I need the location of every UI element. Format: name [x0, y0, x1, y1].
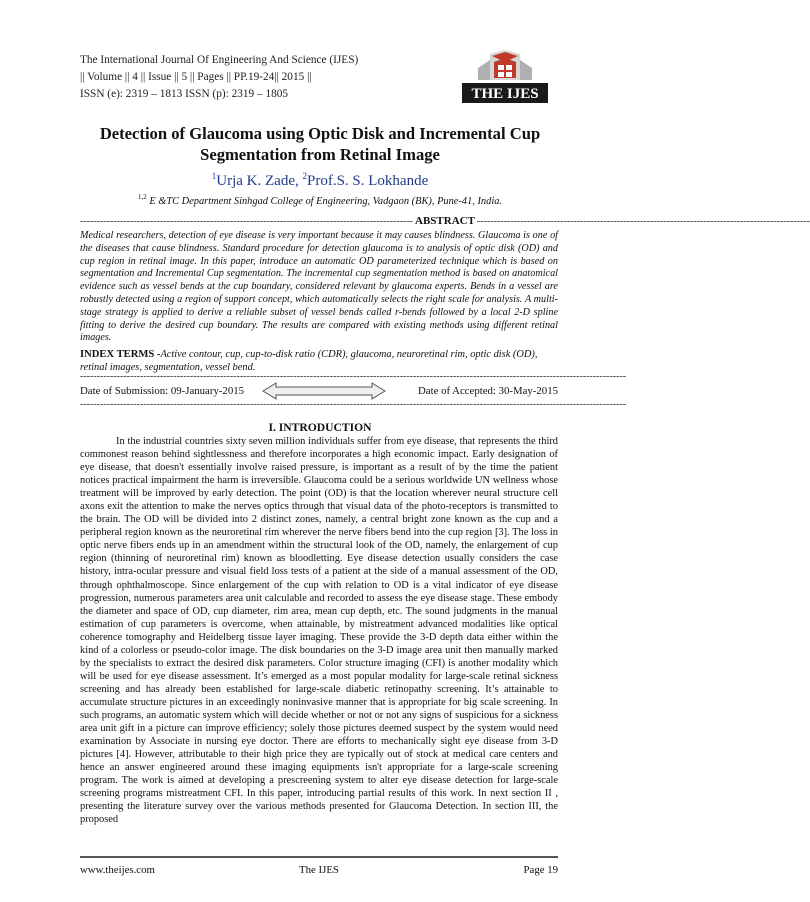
section-heading: I. INTRODUCTION: [268, 421, 372, 434]
double-arrow-icon: [262, 382, 386, 400]
abstract-divider: [80, 214, 810, 228]
logo-graphic: [460, 50, 550, 106]
affiliation-line: [60, 193, 580, 207]
author2-sup: 2: [302, 171, 307, 181]
dash-rule-right: ----------------------------------------------------------------------------------------------------: [476, 215, 810, 227]
dash-rule-bottom: --------------------------------------------------------------------------------------------------------------------------------------------------------------------: [80, 399, 627, 410]
author2-name: Prof.S. S. Lokhande: [306, 173, 429, 189]
page-footer: [80, 864, 558, 878]
footer-journal: The IJES: [299, 864, 339, 876]
submission-date: Date of Submission: 09-January-2015: [80, 385, 245, 397]
paper-title: [60, 123, 580, 165]
footer-page-number: Page 19: [523, 864, 558, 876]
title-line-2: Segmentation from Retinal Image: [200, 145, 440, 164]
abstract-text: Medical researchers, detection of eye disease is very important because it may causes blindness. Glaucoma is one of the diseases that cause blindness. Standard procedure for detection glaucoma is to analysis of optic disk (OD) and cup region in retinal image. In this paper, introduce an automatic OD parameterized technique which is based on segmentation and Incremental Cup segmentation. The incremental cup segmentation method is based on anatomical evidence such as vessel bends at the cup boundary, considered relevant by glaucoma experts. Bends in a vessel are robustly detected using a region of support concept, which automatically selects the right scale for analysis. A multi-stage strategy is applied to derive a reliable subset of vessel bends called r-bends followed by a local 2-D spline fitting to derive the desired cup boundary. The results are compared with existing methods using different retinal images.: [80, 230, 558, 344]
footer-website: www.theijes.com: [80, 864, 155, 876]
title-line-1: Detection of Glaucoma using Optic Disk and Incremental Cup: [99, 124, 541, 143]
affiliation-sup: 1,2: [137, 193, 147, 201]
affiliation-text: E &TC Department Sinhgad College of Engineering, Vadgaon (BK), Pune-41, India.: [146, 196, 502, 207]
dash-rule-top: --------------------------------------------------------------------------------------------------------------------------------------------------------------------: [80, 371, 627, 382]
index-terms-label: INDEX TERMS -: [80, 349, 161, 360]
author1-sup: 1: [211, 171, 217, 181]
footer-rule: [80, 856, 558, 858]
accepted-date: Date of Accepted: 30-May-2015: [417, 385, 558, 397]
dash-rule-left: ----------------------------------------------------------------------------------------------------: [80, 215, 414, 227]
logo-text: THE IJES: [471, 86, 539, 102]
dates-row: [80, 382, 558, 400]
index-terms-text: Active contour, cup, cup-to-disk ratio (CDR), glaucoma, neuroretinal rim, optic disk (OD), retinal images, segmentation, vessel bend.: [80, 349, 538, 373]
introduction-text: In the industrial countries sixty seven million individuals suffer from eye disease, that represents the third commonest reason behind sightlessness and therefore incorporates a high economic impact. Early designation of eye disease, that doesn't essentially involve raised pressure, is important as a result of by the time the patient notices practical impairment the harm is irreversible. Glaucoma could be a serious worldwide UN wellness whose treatment will be improved by early detection. The point (OD) is that the location wherever neural structure cell axons exit the attention to make the nerves optics through that visual data of the photo-receptors is transmitted to the brain. The OD will be divided into 2 distinct zones, namely, a central bright zone known as the cup and a peripheral region known as the neuroretinal rim wherever the nerve fibers bend into the cup region [3]. The loss in optic nerve fibers ends up in an amendment within the structural look of the OD, namely, the enlargement of cup region (thinning of neuroretinal rim) known as bloodletting. Eye disease detection usually considers the case history, intra-ocular pressure and visual field loss tests of a patient at the side of a manual assessment of the OD, through ophthalmoscope. Since enlargement of the cup with relation to OD is a vital indicator of eye disease progression, numerous parameters area unit calculable and recorded to assess the eye disease stage. These embody the diameter and space of OD, cup diameter, rim area, mean cup depth, etc. The sound judgments in the manual estimation of cup parameters is overcome, when attainable, by mistreatment advanced modalities like optical coherence tomography and Heidelberg tissue layer imaging. These provide the 3-D depth data either within the kind of a colorless or pseudo-color image. The disk boundaries on the 3-D image area unit then manually marked by the specialists to extract the desired disk parameters. Color structure imaging (CFI) is another modality which will be used for eye disease assessment. It’s emerged as a most popular modality for large-scale retinal sickness screening and has already been established for large-scale diabetic retinopathy screening. It’s attainable to accumulate structure pictures in an exceedingly noninvasive manner that is appropriate for big scale screening. In such programs, an automatic system which will decide whether or not or not any signs of suspicious for a sickness area unit gift in a picture can improve efficiency; solely those pictures deemed suspect by the system would need examination by Associate in nursing eye doctor. There are efforts to mechanically sight eye disease from 3-D pictures [4]. However, attributable to their high price they are typically out of stock at medical care centers and hence an answer engineered around these imaging equipments isn't appropriate for a large-scale screening program. The work is aimed at developing a prescreening system to alter eye disease detection for large-scale screening programs mistreatment CFI. In this paper, introducing partial results of this work. In next section II , presenting the literature survey over the various methods presented for Glaucoma Detection. In section III, the proposed: [80, 436, 558, 826]
journal-header: [80, 52, 470, 103]
volume-line: || Volume || 4 || Issue || 5 || Pages || PP.19-24|| 2015 ||: [80, 71, 312, 83]
journal-logo: [460, 50, 550, 106]
journal-name: The International Journal Of Engineering And Science (IJES): [80, 54, 359, 66]
abstract-heading: ABSTRACT: [415, 215, 475, 227]
authors-line: [60, 173, 580, 190]
author1-name: Urja K. Zade,: [216, 173, 303, 189]
issn-line: ISSN (e): 2319 – 1813 ISSN (p): 2319 – 1805: [80, 88, 289, 100]
